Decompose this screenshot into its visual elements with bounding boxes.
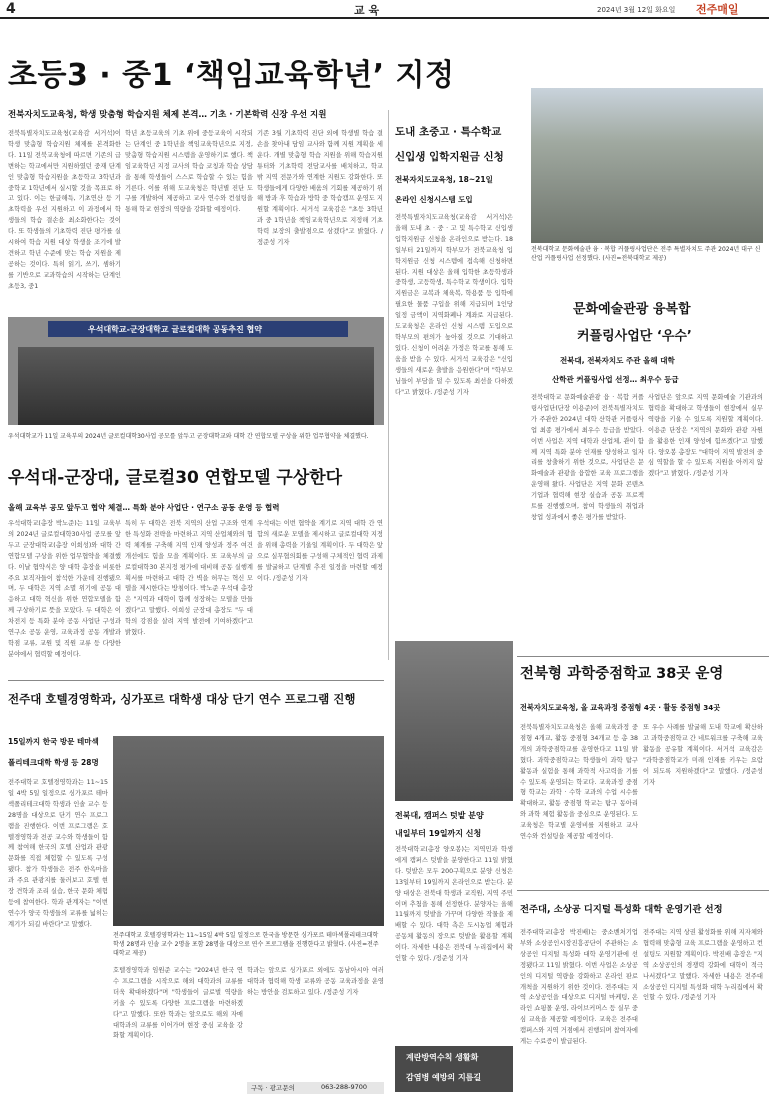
- exchange-sub1: 15일까지 한국 방문 테마섹: [8, 737, 99, 746]
- exchange-body-col1: 전주대학교 호텔경영학과는 11~15일 4박 5일 일정으로 싱가포르 테마섹폴리테크대학 학생과 인솔 교수 등 28명을 대상으로 단기 연수 프로그램을 진행한다. 이번 프로그램은 호텔경영학과 전공 교수와 학생들이 함께 참여해 한국의 호텔 산업과 관광 문화를 직접 체험할 수 있도록 구성됐다. 참가 학생들은 전주 한옥마을과 주요 관광지를 둘러보고 호텔 현장 견학과 조리 실습, 한국 문화 체험 등에 참여한다. 학과 관계자는 "이번 연수가 양국 학생들의 교류를 넓히는 계기가 되길 바란다"고 말했다.: [8, 779, 108, 928]
- notice-line2: 감염병 예방의 지름길: [406, 1073, 482, 1082]
- column-divider: [388, 110, 389, 660]
- lead-subhead: 전북자치도교육청, 학생 맞춤형 학습지원 체제 본격… 기초 · 기본학력 신장 우선 지원: [8, 110, 327, 120]
- exchange-body-col3: 학과는 앞으로 싱가포르 외에도 동남아시아 여러 대학과 협력해 학생 교류와 공동 교육과정을 운영하는 방안을 검토하고 있다. /정준성 기자: [247, 967, 384, 996]
- lead-headline: 초등3 · 중1 ‘책임교육학년’ 지정: [8, 58, 455, 93]
- culture-body-col1: 전북대학교 문화예술관광 융 · 복합 커플링사업단(단장 이용준)이 전북특별자치도가 주관한 2024년 대학 산학관 커플링사업 최종 평가에서 최우수 등급을 받았다. 이번 사업은 지역 대학과 산업체, 관이 함께 지역 특화 분야 인재를 양성하고 일자리를 창출하기 위한 것으로, 사업단은 문화예술과 관광을 융합한 교육 프로그램을 운영해 왔다. 사업단은 지역 문화 콘텐츠 기업과 협력해 현장 실습과 공동 프로젝트를 진행했으며, 참여 학생들의 취업과 창업 성과에서 좋은 평가를 받았다.: [531, 394, 644, 521]
- header-rule: [0, 17, 769, 19]
- sme-headline: 전주대, 소상공 디지털 특성화 대학 운영기관 선정: [520, 904, 723, 915]
- right-section-rule: [517, 656, 769, 657]
- admission-sub1: 전북자치도교육청, 18~21일: [395, 175, 493, 184]
- lead-body-col1: 전북특별자치도교육청(교육감 서거석)이 학생 맞춤형 학습지원 체제를 본격화한다. 11일 전북교육청에 따르면 기존의 급변하는 학교에서만 지원하였던 중재 단계인 맞춤형 학습지원을 초등학교 3학년과 중학교 1학년에서 실시할 것을 목표로 하고 있다. 이는 한글해득, 기초연산 등 기초학력을 우선 지원하고 이 과정에서 학생들의 학습 결손을 최소화한다는 것이다. 또 학생들의 기초학력 진단 평가를 실시하여 학습 지원 대상 학생을 조기에 발견하고 학년 수준에 맞는 학습 지원을 제공하는 것이다. 특히 읽기, 쓰기, 셈하기를 기반으로 교과학습의 시작하는 단계인 초등3, 중1: [8, 130, 121, 290]
- exchange-body-col2: 호텔경영학과 임원준 교수는 "2024년 한국 연수 프로그램을 시작으로 해외 대학과의 교류를 더욱 확대하겠다"며 "학생들이 글로벌 역량을 키울 수 있도록 다양한 프로그램을 마련하겠다"고 말했다. 또한 학과는 앞으로도 해외 자매 대학과의 교류를 이어가며 현장 중심 교육을 강화할 계획이다.: [113, 967, 243, 1040]
- paper-name: 전주매일: [696, 3, 739, 16]
- aerial-photo-caption: 전북대학교 문화예술관 융 · 복합 커플링사업단은 전주 특별자치도 주관 2024년 대구 신산업 커플링사업 선정했다. (사진=전북대학교 제공): [531, 246, 761, 262]
- page-header: [0, 0, 769, 18]
- campus-sale-title1: 전북대, 캠퍼스 텃밭 분양: [395, 811, 484, 820]
- culture-title2: 커플링사업단 ‘우수’: [577, 329, 692, 344]
- page-number: 4: [6, 1, 16, 17]
- notice-line1: 계란방역수칙 생활화: [406, 1053, 479, 1062]
- exchange-photo: [113, 736, 384, 926]
- science-subhead: 전북자치도교육청, 올 교육과정 중점형 4곳 · 활동 중점형 34곳: [520, 703, 721, 712]
- section-name: 교 육: [354, 4, 380, 17]
- exchange-caption: 전주대학교 호텔경영학과는 11~15일 4박 5일 일정으로 한국을 방문한 싱가포르 테마섹폴리테크대학 학생 28명과 인솔 교수 2명을 포함 28명을 대상으로 연수 프로그램을 진행한다고 밝혔다. (사진=전주대학교 제공): [113, 932, 379, 957]
- woosuk-body-col3: 우석대는 이번 협약을 계기로 지역 대학 간 연합의 새로운 모델을 제시하고 글로컬대학 지정을 위해 총력을 기울일 계획이다. 두 대학은 앞으로 실무협의회를 구성해 구체적인 협력 과제를 발굴하고 단계별 추진 일정을 마련할 예정이다. /정준성 기자: [257, 520, 383, 582]
- woosuk-headline: 우석대-군장대, 글로컬30 연합모델 구상한다: [8, 468, 343, 488]
- science-body-col1: 전북특별자치도교육청은 올해 교육과정 중점형 4개교, 활동 중점형 34개교 등 총 38개의 과학중점학교를 운영한다고 11일 밝혔다. 과학중점학교는 학생들이 과학 탐구 활동과 실험을 통해 과학적 사고력을 기를 수 있도록 운영되는 학교다. 교육과정 중점형 학교는 과학 · 수학 교과의 수업 시수를 확대하고, 활동 중점형 학교는 탐구 동아리와 과학 체험 활동을 중심으로 운영된다. 도교육청은 학교별 운영비를 지원하고 교사 연수와 컨설팅을 제공할 예정이다.: [520, 724, 638, 841]
- lead-body-col3: 기존 3월 기초학력 진단 외에 학생별 학습 결손을 찾아내 담임 교사와 함께 지원 계획을 세운다. 개별 맞춤형 학습 지원을 위해 학습지원 튜터와 기초학력 전담교사를 배치하고, 학교 밖 지역 전문가와 연계한 지원도 강화한다. 또 학생들에게 다양한 배움의 기회를 제공하기 위해 방과 후 학습과 방학 중 학습캠프 운영도 지원할 계획이다. 서거석 교육감은 "초등 3학년과 중 1학년을 책임교육학년으로 지정해 기초학력 보장의 출발점으로 삼겠다"고 밝혔다. /정준성 기자: [257, 130, 383, 247]
- section-rule: [8, 680, 384, 681]
- admission-sub2: 온라인 신청시스템 도입: [395, 195, 473, 204]
- woosuk-body-col2: 특히 두 대학은 전북 지역의 산업 구조와 연계한 특성화 전략을 마련하고 지역 산업체와의 협력 체계를 구축해 지역 인재 양성과 정주 여건 개선에도 힘을 모을 계획이다. 또 교육부의 글로컬대학30 본지정 평가에 대비해 공동 실행계획서를 마련하고 대학 간 벽을 허무는 혁신 모델을 제시한다는 방침이다. 박노준 우석대 총장은 "지역과 대학이 함께 성장하는 모델을 만들겠다"고 말했다. 이희성 군장대 총장도 "두 대학의 강점을 살려 지역 발전에 기여하겠다"고 밝혔다.: [125, 520, 253, 637]
- issue-date: 2024년 3월 12일 화요일: [597, 6, 676, 14]
- culture-sub1: 전북대, 전북자치도 주관 올해 대학: [560, 356, 675, 365]
- lead-body-col2: 학년 초등교육의 기초 위에 중등교육이 시작되는 단계인 중 1학년을 책임교육학년으로 지정, 맞춤형 학습지원 시스템을 운영하기로 했다. 책임교육학년 지정 교사의 학습 코칭과 학습 상담을 통해 학생들이 스스로 학습할 수 있는 힘을 기른다. 이를 위해 도교육청은 학년별 진단 도구를 개발하여 제공하고 교사 연수와 컨설팅을 통해 학교 현장의 역량을 강화할 예정이다.: [125, 130, 253, 214]
- campus-sale-body: 전북대학교(총장 양오봉)는 지역민과 학생에게 캠퍼스 텃밭을 분양한다고 11일 밝혔다. 텃밭은 모두 200구획으로 분양 신청은 13일부터 19일까지 온라인으로 받는다. 분양 대상은 전북대 학생과 교직원, 지역 주민이며 추첨을 통해 선정한다. 분양자는 올해 11월까지 텃밭을 가꾸며 다양한 작물을 재배할 수 있다. 대학 측은 도시농업 체험과 공동체 활동의 장으로 텃밭을 활용할 계획이다. 자세한 내용은 전북대 누리집에서 확인할 수 있다. /정준성 기자: [395, 846, 513, 963]
- campus-sale-title2: 내일부터 19일까지 신청: [395, 829, 482, 838]
- exchange-sub2: 폴리테크대학 학생 등 28명: [8, 758, 99, 767]
- culture-title1: 문화예술관광 융복합: [573, 302, 691, 317]
- science-body-col2: 또 우수 사례를 발굴해 도내 학교에 확산하고 과학중점학교 간 네트워크를 구축해 교육 활동을 공유할 계획이다. 서거석 교육감은 "과학중점학교가 미래 인재를 키우는 요람이 되도록 지원하겠다"고 말했다. /정준성 기자: [643, 724, 763, 786]
- people-group: [18, 347, 374, 425]
- university-aerial-photo: [531, 88, 763, 243]
- sme-body-col2: 전주대는 지역 상권 활성화를 위해 지자체와 협력해 맞춤형 교육 프로그램을 운영하고 컨설팅도 지원할 계획이다. 박진배 총장은 "지역 소상공인의 경쟁력 강화에 대학이 적극 나서겠다"고 말했다. 자세한 내용은 전주대 소상공인 디지털 특성화 대학 누리집에서 확인할 수 있다. /정준성 기자: [643, 929, 763, 1002]
- sme-body-col1: 전주대학교(총장 박진배)는 중소벤처기업부와 소상공인시장진흥공단이 주관하는 소상공인 디지털 특성화 대학 운영기관에 선정됐다고 11일 밝혔다. 이번 사업은 소상공인의 디지털 역량을 강화하고 온라인 판로 개척을 지원하기 위한 것이다. 전주대는 지역 소상공인을 대상으로 디지털 마케팅, 온라인 쇼핑몰 운영, 라이브커머스 등 실무 중심 교육을 제공할 예정이다. 교육은 전주대 캠퍼스와 지역 거점에서 진행되며 참여자에게는 수료증이 발급된다.: [520, 929, 638, 1046]
- subscription-label: 구독 · 광고문의: [251, 1084, 295, 1092]
- culture-body-col2: 사업단은 앞으로 지역 문화예술 기관과의 협력을 확대하고 학생들이 현장에서 실무 역량을 키울 수 있도록 지원할 계획이다. 이용준 단장은 "지역의 문화와 관광 자원을 활용한 인재 양성에 힘쓰겠다"고 말했다. 양오봉 총장도 "대학이 지역 발전의 중심 역할을 할 수 있도록 지원을 아끼지 않겠다"고 밝혔다. /정준성 기자: [648, 394, 763, 478]
- campus-garden-photo: [395, 641, 513, 801]
- signing-photo-caption: 우석대학교가 11일 교육부의 2024년 글로컬대학30사업 공모를 앞두고 군장대학교와 대학 간 연합모델 구상을 위한 업무협약을 체결했다.: [8, 433, 369, 440]
- exchange-headline: 전주대 호텔경영학과, 싱가포르 대학생 대상 단기 연수 프로그램 진행: [8, 692, 356, 706]
- admission-title2: 신입생 입학지원금 신청: [395, 151, 504, 163]
- culture-sub2: 산학관 커플링사업 선정… 최우수 등급: [552, 375, 679, 384]
- admission-body: 전북특별자치도교육청(교육감 서거석)은 올해 도내 초 · 중 · 고 및 특수학교 신입생 입학지원금 신청을 온라인으로 받는다. 18일부터 21일까지 학부모가 전북교육청 입학지원금 신청 시스템에 접속해 신청하면 된다. 지원 대상은 올해 입학한 초등학생과 중학생, 고등학생, 특수학교 학생이다. 입학지원금은 교복과 체육복, 학용품 등 입학에 필요한 물품 구입을 위해 지급되며 1인당 일정 금액이 지역화폐나 계좌로 지급된다. 도교육청은 온라인 신청 시스템 도입으로 학부모의 편의가 높아질 것으로 기대하고 있다. 신청이 어려운 가정은 학교를 통해 도움을 받을 수 있다. 서거석 교육감은 "신입생들의 새로운 출발을 응원한다"며 "학부모님들이 부담을 덜 수 있도록 최선을 다하겠다"고 밝혔다. /정준성 기자: [395, 214, 513, 396]
- subscription-ad: [247, 1082, 384, 1094]
- signing-ceremony-photo: [8, 317, 384, 425]
- woosuk-subhead: 올해 교육부 공모 앞두고 협약 체결… 특화 분야 사업단 · 연구소 공동 운영 등 협력: [8, 503, 280, 512]
- banner-text: 우석대학교-군장대학교 글로컬대학 공동추진 협약: [88, 325, 262, 334]
- public-notice-ad: [395, 1046, 513, 1092]
- subscription-phone: 063-288-9700: [321, 1083, 368, 1091]
- right-section-rule-2: [517, 890, 769, 891]
- science-headline: 전북형 과학중점학교 38곳 운영: [520, 666, 724, 682]
- woosuk-body-col1: 우석대학교(총장 박노준)는 11일 교육부의 2024년 글로컬대학30사업 공모를 앞두고 군장대학교(총장 이희성)와 대학 간 연합모델 구상을 위한 업무협약을 체결했다. 이날 협약식은 양 대학 총장을 비롯한 주요 보직자들이 참석한 가운데 진행됐으며, 두 대학은 지역 소멸 위기에 공동 대응하고 대학 혁신을 위한 연합모델을 함께 구상하기로 뜻을 모았다. 두 대학은 이차전지 등 특화 분야 공동 사업단 구성과 연구소 공동 운영, 교육과정 공동 개발과 학점 교류, 교원 및 직원 교류 등 다양한 분야에서 협력할 예정이다.: [8, 520, 121, 658]
- admission-title1: 도내 초중고 · 특수학교: [395, 126, 502, 138]
